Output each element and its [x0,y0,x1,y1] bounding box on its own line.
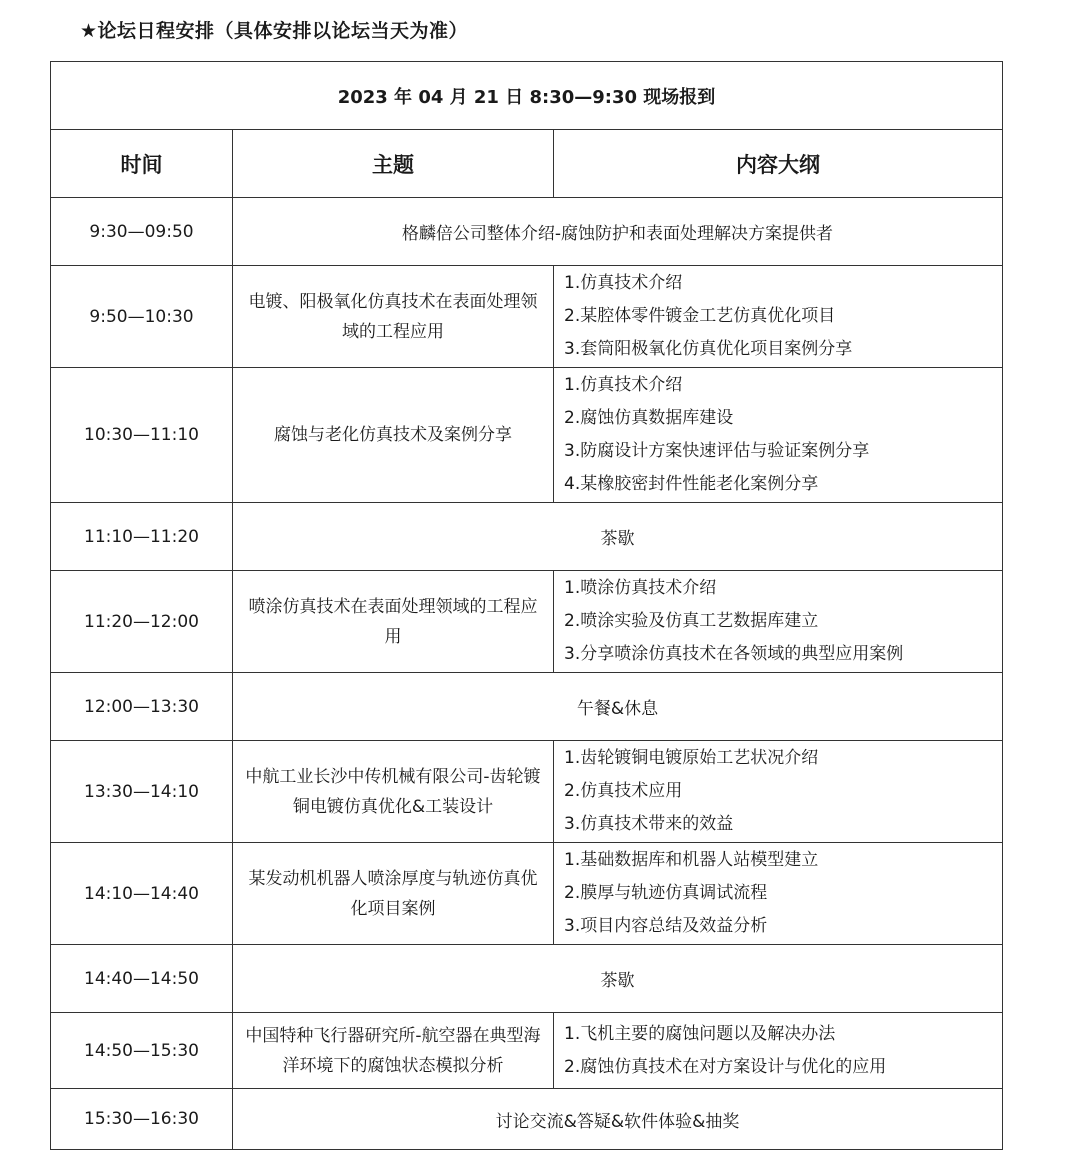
table-row [51,741,1003,843]
table-row [51,945,1003,1013]
topic-cell: 腐蚀与老化仿真技术及案例分享 [233,368,554,503]
header-time: 时间 [51,130,233,198]
topic-cell: 某发动机机器人喷涂厚度与轨迹仿真优化项目案例 [233,843,554,945]
table-row [51,503,1003,571]
outline-item: 3.仿真技术带来的效益 [564,814,734,834]
table-row [51,673,1003,741]
table-row [51,1013,1003,1089]
outline-item: 2.喷涂实验及仿真工艺数据库建立 [564,611,819,631]
schedule-heading: ★论坛日程安排（具体安排以论坛当天为准） [80,20,469,42]
outline-item: 2.腐蚀仿真数据库建设 [564,408,734,428]
time-cell: 14:50—15:30 [51,1013,233,1089]
content-cell [554,843,1003,945]
topic-cell: 喷涂仿真技术在表面处理领域的工程应用 [233,571,554,673]
time-cell: 14:40—14:50 [51,945,233,1013]
time-cell: 11:20—12:00 [51,571,233,673]
time-cell: 11:10—11:20 [51,503,233,571]
table-row [51,571,1003,673]
outline-item: 3.分享喷涂仿真技术在各领域的典型应用案例 [564,644,904,664]
outline-item: 1.仿真技术介绍 [564,273,683,293]
time-cell: 15:30—16:30 [51,1089,233,1150]
table-row [51,198,1003,266]
header-content: 内容大纲 [554,130,1003,198]
table-row [51,266,1003,368]
outline-item: 1.飞机主要的腐蚀问题以及解决办法 [564,1023,836,1044]
registration-banner: 2023 年 04 月 21 日 8:30—9:30 现场报到 [51,62,1003,130]
table-row [51,843,1003,945]
session-cell: 茶歇 [233,503,1003,571]
outline-item: 2.某腔体零件镀金工艺仿真优化项目 [564,306,836,326]
time-cell: 12:00—13:30 [51,673,233,741]
session-cell: 格麟倍公司整体介绍-腐蚀防护和表面处理解决方案提供者 [233,198,1003,266]
header-row [51,130,1003,198]
time-cell: 9:50—10:30 [51,266,233,368]
topic-cell: 中国特种飞行器研究所-航空器在典型海洋环境下的腐蚀状态模拟分析 [233,1013,554,1089]
outline-item: 4.某橡胶密封件性能老化案例分享 [564,474,819,494]
outline-item: 3.防腐设计方案快速评估与验证案例分享 [564,441,870,461]
schedule-table [50,61,1003,1150]
time-cell: 9:30—09:50 [51,198,233,266]
outline-item: 1.基础数据库和机器人站模型建立 [564,850,819,870]
session-cell: 午餐&休息 [233,673,1003,741]
outline-item: 2.仿真技术应用 [564,781,683,801]
outline-item: 2.膜厚与轨迹仿真调试流程 [564,883,768,903]
outline-item: 1.齿轮镀铜电镀原始工艺状况介绍 [564,748,819,768]
outline-item: 1.仿真技术介绍 [564,375,683,395]
content-cell [554,266,1003,368]
registration-row [51,62,1003,130]
table-row [51,1089,1003,1150]
session-cell: 讨论交流&答疑&软件体验&抽奖 [233,1089,1003,1150]
time-cell: 10:30—11:10 [51,368,233,503]
outline-item: 3.套筒阳极氧化仿真优化项目案例分享 [564,339,853,359]
topic-cell: 中航工业长沙中传机械有限公司-齿轮镀铜电镀仿真优化&工装设计 [233,741,554,843]
content-cell [554,368,1003,503]
content-cell [554,571,1003,673]
session-cell: 茶歇 [233,945,1003,1013]
time-cell: 14:10—14:40 [51,843,233,945]
outline-item: 1.喷涂仿真技术介绍 [564,578,717,598]
content-cell [554,741,1003,843]
content-cell [554,1013,1003,1089]
outline-item: 3.项目内容总结及效益分析 [564,916,768,936]
header-topic: 主题 [233,130,554,198]
outline-item: 2.腐蚀仿真技术在对方案设计与优化的应用 [564,1056,887,1077]
table-row [51,368,1003,503]
topic-cell: 电镀、阳极氧化仿真技术在表面处理领域的工程应用 [233,266,554,368]
time-cell: 13:30—14:10 [51,741,233,843]
